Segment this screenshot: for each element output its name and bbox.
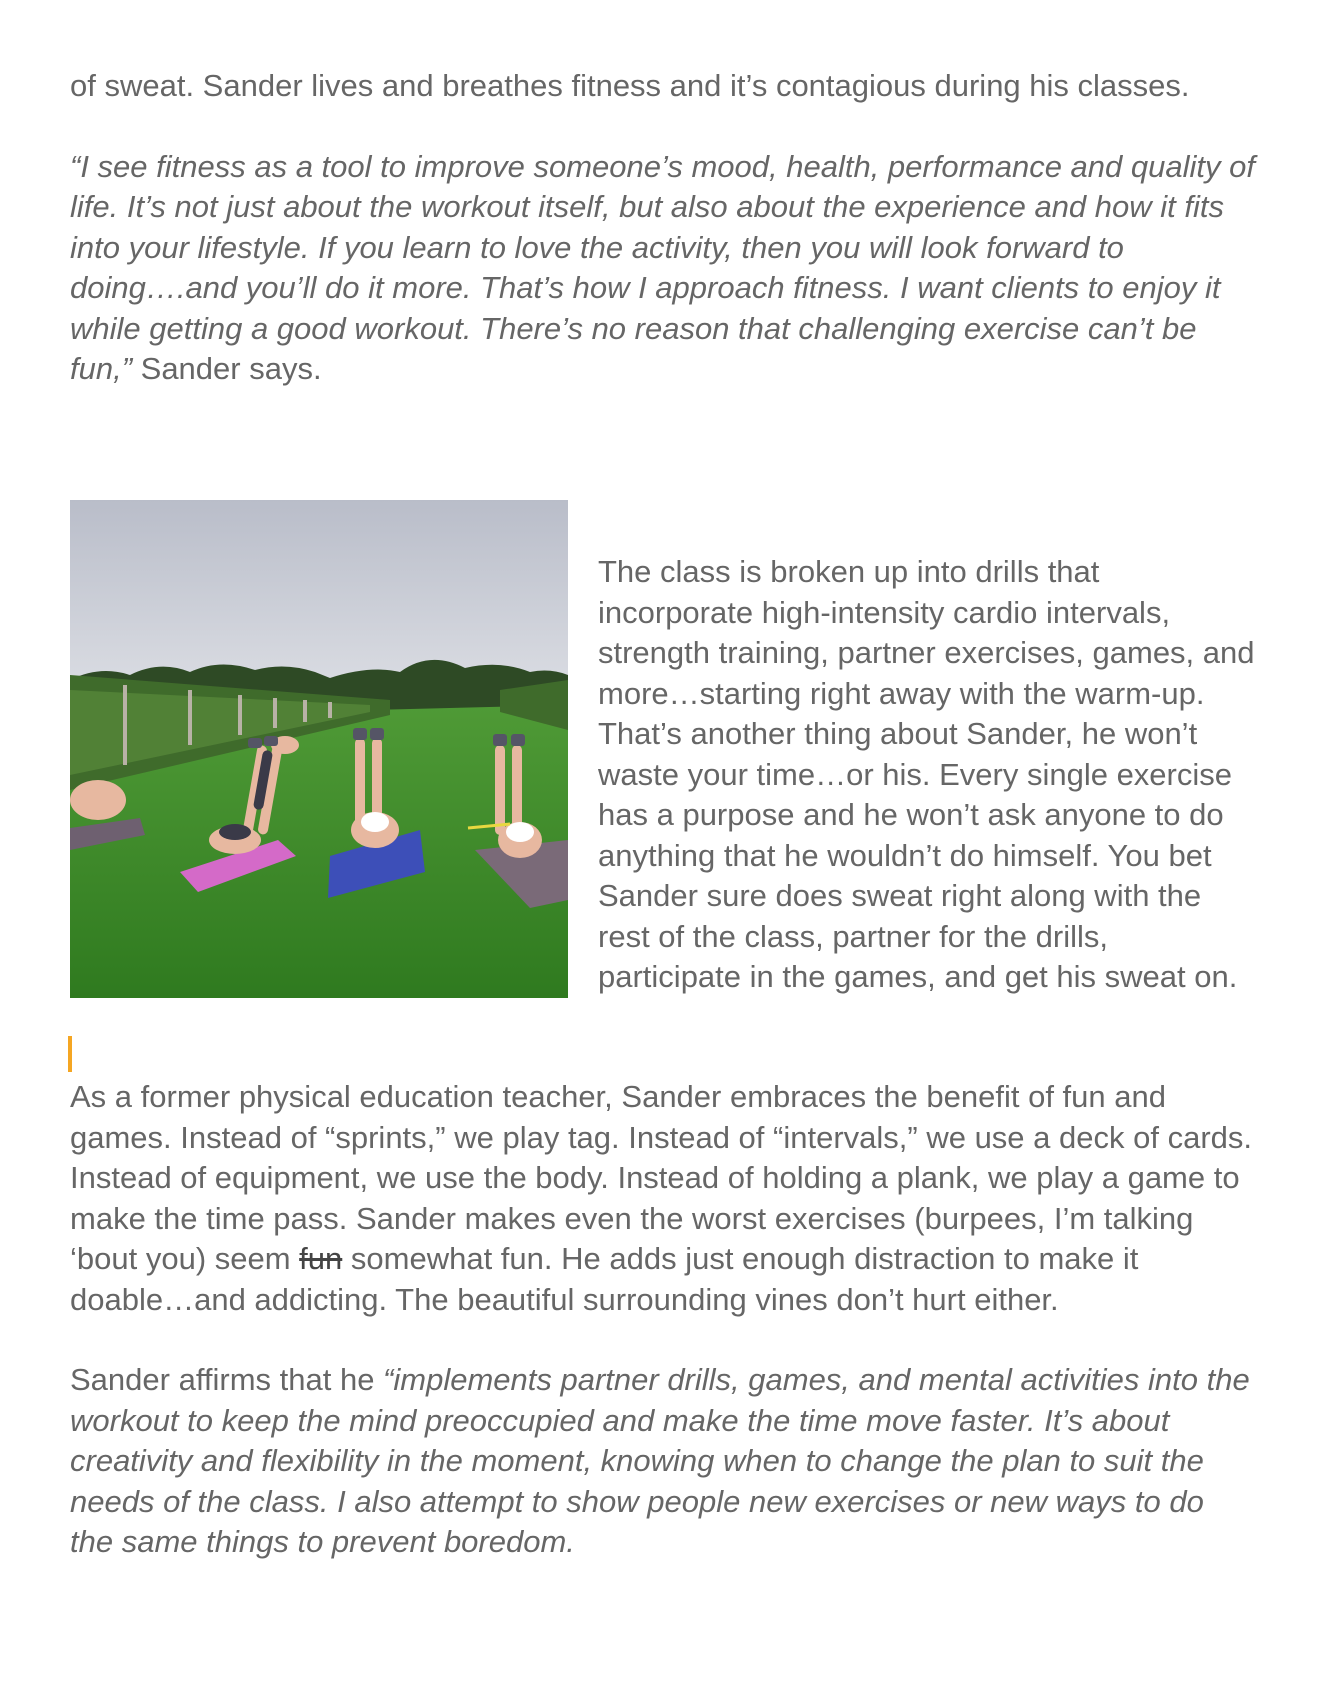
affirms-lead: Sander affirms that he — [70, 1362, 384, 1397]
paragraph-pe-teacher-start: As a former physical education teacher, Sander embraces the benefit of fun and games. Instead of “sprints,” we play tag. Instead of “intervals,” we use a deck of cards. Instead of equipment, we use the body. Instead of holding a plank, we play a game to make the time pass. Sander makes even the worst exercises (burpees, I’m talking ‘bout you) seem — [70, 1079, 1252, 1276]
article-bottom — [70, 1077, 1255, 1563]
workout-photo — [70, 500, 568, 998]
paragraph-quote — [70, 147, 1255, 390]
paragraph-pe-teacher — [70, 1077, 1255, 1320]
figure-row — [70, 500, 1255, 1040]
struck-word: fun — [299, 1241, 343, 1276]
quote-attribution: Sander says. — [132, 351, 322, 386]
text-cursor-marker — [68, 1036, 72, 1072]
paragraph-affirms — [70, 1360, 1255, 1563]
paragraph-class-description: The class is broken up into drills that incorporate high-intensity cardio intervals, strength training, partner exercises, games, and more…starting right away with the warm-up. That’s another thing about Sander, he won’t waste your time…or his. Every single exercise has a purpose and he won’t ask anyone to do anything that he wouldn’t do himself. You bet Sander sure does sweat right along with the rest of the class, partner for the drills, participate in the games, and get his sweat on. — [598, 554, 1255, 994]
paragraph-intro: of sweat. Sander lives and breathes fitness and it’s contagious during his classes. — [70, 68, 1190, 103]
quote-text: “I see fitness as a tool to improve someone’s mood, health, performance and quality of life. It’s not just about the workout itself, but also about the experience and how it fits into your lifestyle. If you learn to love the activity, then you will look forward to doing….and you’ll do it more. That’s how I approach fitness. I want clients to enjoy it while getting a good workout. There’s no reason that challenging exercise can’t be fun,” — [70, 148, 1255, 386]
affirms-quote: “implements partner drills, games, and mental activities into the workout to keep the mind preoccupied and make the time move faster. It’s about creativity and flexibility in the moment, knowing when to change the plan to suit the needs of the class. I also attempt to show people new exercises or new ways to do the same things to prevent boredom. — [70, 1362, 1250, 1559]
paragraph-pe-teacher-end: somewhat fun. He adds just enough distraction to make it doable…and addicting. The beautiful surrounding vines don’t hurt either. — [70, 1241, 1139, 1317]
article-top — [70, 66, 1255, 390]
